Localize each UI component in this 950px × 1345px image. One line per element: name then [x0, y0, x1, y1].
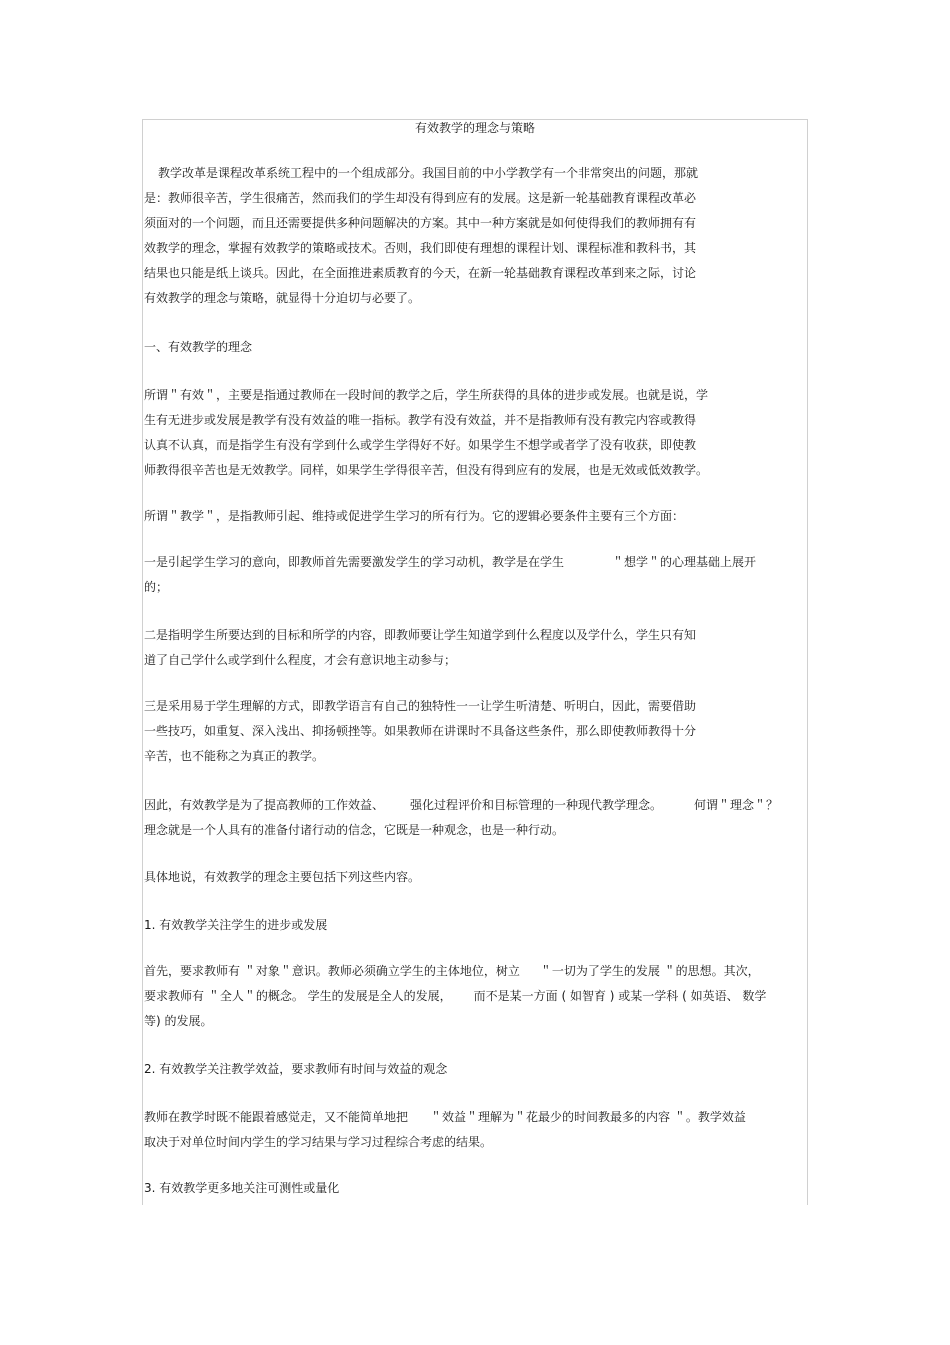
text-span: 因此，有效教学是为了提高教师的工作效益、 [144, 798, 385, 812]
condition-2-paragraph [144, 623, 696, 673]
section-heading: 一、有效教学的理念 [144, 340, 253, 354]
item-2-paragraph [144, 1105, 746, 1155]
text-line: 须面对的一个问题，而且还需要提供多种问题解决的方案。其中一种方案就是如何使得我们的教师拥有有 [144, 216, 697, 230]
condition-1-paragraph [144, 550, 756, 600]
conclusion-paragraph [144, 793, 778, 843]
text-line: 三是采用易于学生理解的方式，即教学语言有自己的独特性一一让学生听清楚、听明白，因此，需要借助 [144, 699, 697, 713]
text-line: 二是指明学生所要达到的目标和所学的内容，即教师要让学生知道学到什么程度以及学什么，学生只有知 [144, 628, 697, 642]
text-line: 取决于对单位时间内学生的学习结果与学习过程综合考虑的结果。 [144, 1135, 493, 1149]
text-line: 效教学的理念，掌握有效教学的策略或技术。否则，我们即使有理想的课程计划、课程标准和教科书，其 [144, 241, 697, 255]
text-line [144, 550, 756, 575]
text-line: 认真不认真，而是指学生有没有学到什么或学生学得好不好。如果学生不想学或者学了没有收获，即使教 [144, 438, 697, 452]
text-span: 强化过程评价和目标管理的一种现代教学理念。 [410, 798, 663, 812]
text-line: 辛苦，也不能称之为真正的教学。 [144, 749, 325, 763]
item-2-heading: 2. 有效教学关注教学效益，要求教师有时间与效益的观念 [144, 1062, 448, 1076]
item-3-heading: 3. 有效教学更多地关注可测性或量化 [144, 1181, 340, 1195]
text-span: 首先，要求教师有 ＂对象＂意识。教师必须确立学生的主体地位，树立 [144, 964, 520, 978]
text-span: ＂一切为了学生的发展 ＂的思想。其次， [539, 964, 760, 978]
text-line: 是：教师很辛苦，学生很痛苦，然而我们的学生却没有得到应有的发展。这是新一轮基础教育课程改革必 [144, 191, 697, 205]
text-line: 道了自己学什么或学到什么程度，才会有意识地主动参与； [144, 653, 457, 667]
text-line: 的； [144, 580, 169, 594]
text-line: 理念就是一个人具有的准备付诸行动的信念，它既是一种观念，也是一种行动。 [144, 823, 565, 837]
intro-paragraph [144, 161, 699, 311]
text-span: ＂效益＂理解为＂花最少的时间教最多的内容 ＂。教学效益 [430, 1110, 746, 1124]
text-line: 教学改革是课程改革系统工程中的一个组成部分。我国目前的中小学教学有一个非常突出的问题，那就 [158, 166, 699, 180]
jiaoxue-paragraph: 所谓＂教学＂，是指教师引起、维持或促进学生学习的所有行为。它的逻辑必要条件主要有三个方面： [144, 509, 685, 523]
text-line [144, 959, 766, 984]
text-span: ＂想学＂的心理基础上展开 [612, 555, 757, 569]
text-span: 一是引起学生学习的意向，即教师首先需要激发学生的学习动机，教学是在学生 [144, 555, 565, 569]
text-line: 等) 的发展。 [144, 1014, 213, 1028]
text-line [144, 984, 766, 1009]
text-span: 要求教师有 ＂全人＂的概念。 学生的发展是全人的发展， [144, 989, 452, 1003]
item-1-heading: 1. 有效教学关注学生的进步或发展 [144, 918, 328, 932]
item-1-paragraph [144, 959, 766, 1034]
condition-3-paragraph [144, 694, 696, 769]
text-line [144, 1105, 746, 1130]
text-line [144, 793, 778, 818]
text-span: 教师在教学时既不能跟着感觉走，又不能简单地把 [144, 1110, 409, 1124]
text-line: 所谓＂有效＂，主要是指通过教师在一段时间的教学之后，学生所获得的具体的进步或发展。也就是说，学 [144, 388, 709, 402]
text-line: 师教得很辛苦也是无效教学。同样，如果学生学得很辛苦，但没有得到应有的发展，也是无效或低效教学。 [144, 463, 709, 477]
specific-paragraph: 具体地说，有效教学的理念主要包括下列这些内容。 [144, 870, 421, 884]
text-line: 生有无进步或发展是教学有没有效益的唯一指标。教学有没有效益，并不是指教师有没有教完内容或教得 [144, 413, 697, 427]
text-line: 一些技巧，如重复、深入浅出、抑扬顿挫等。如果教师在讲课时不具备这些条件，那么即使教师教得十分 [144, 724, 697, 738]
text-line: 有效教学的理念与策略，就显得十分迫切与必要了。 [144, 291, 421, 305]
youxiao-paragraph [144, 383, 708, 483]
text-span: 何谓＂理念＂？ [694, 798, 779, 812]
text-span: 而不是某一方面 ( 如智育 ) 或某一学科 ( 如英语、 数学 [473, 989, 767, 1003]
text-line: 结果也只能是纸上谈兵。因此，在全面推进素质教育的今天，在新一轮基础教育课程改革到来之际，讨论 [144, 266, 697, 280]
document-title: 有效教学的理念与策略 [414, 121, 535, 135]
